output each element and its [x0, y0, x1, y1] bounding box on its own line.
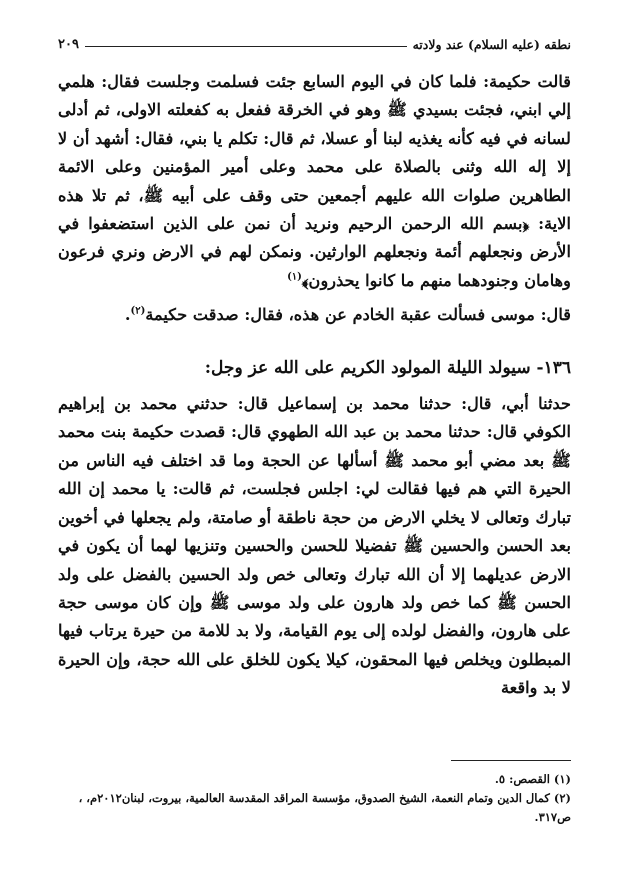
- footnote-ref-2: (٢): [130, 305, 146, 317]
- footnotes: [58, 770, 571, 827]
- paragraph-1-text: قالت حكيمة: فلما كان في اليوم السابع جئت فسلمت وجلست فقال: هلمي إلي ابني، فجئت بسيدي ﷺ وهو في الخرقة ففعل به كفعلته الاولى، ثم أدلى لسانه في فيه كأنه يغذيه لبنا أو عسلا، ثم قال: تكلم يا بني، فقال: أشهد أن لا إلا إله الله وثنى بالصلاة على محمد وعلى أمير المؤمنين وعلى الائمة الطاهرين صلوات الله عليهم أجمعين حتى وقف على أبيه ﷺ، ثم تلا هذه الاية: ﴿بسم الله الرحمن الرحيم ونريد أن نمن على الذين استضعفوا في الأرض ونجعلهم أئمة ونجعلهم الوارثين. ونمكن لهم في الارض ونري فرعون وهامان وجنودهما منهم ما كانوا يحذرون﴾: [58, 72, 571, 290]
- footnote-2: (٢) كمال الدين وتمام النعمة، الشيخ الصدوق، مؤسسة المراقد المقدسة العالمية، بيروت، لبنان٢٠١٢م، ، ص٣١٧.: [78, 791, 571, 824]
- section-heading: ١٣٦- سيولد الليلة المولود الكريم على الله عز وجل:: [204, 357, 571, 378]
- footnote-rule: [451, 760, 571, 761]
- body-text: [58, 68, 571, 703]
- footnote-1: (١) القصص: ٥.: [494, 772, 571, 786]
- paragraph-2: قال: موسى فسألت عقبة الخادم عن هذه، فقال: صدقت حكيمة$^{(٢)}$.: [124, 305, 571, 325]
- paragraph-3: حدثنا أبي، قال: حدثنا محمد بن إسماعيل قال: حدثني محمد بن إبراهيم الكوفي قال: حدثنا محمد بن عبد الله الطهوي قال: قصدت حكيمة بنت محمد ﷺ بعد مضي أبو محمد ﷺ أسألها عن الحجة وما قد اختلف فيه الناس من الحيرة التي هم فيها فقالت لي: اجلس فجلست، ثم قالت: يا محمد إن الله تبارك وتعالى لا يخلي الارض من حجة ناطقة أو صامتة، ولم يجعلها في أخوين بعد الحسن والحسين ﷺ تفضيلا للحسن والحسين وتنزيها لهما أن يكون في الارض عديلهما إلا أن الله تبارك وتعالى خص ولد الحسين بالفضل على ولد الحسن ﷺ كما خص ولد هارون على ولد موسى ﷺ وإن كان موسى حجة على هارون، والفضل لولده إلى يوم القيامة، ولا بد للامة من حيرة يرتاب فيها المبطلون ويخلص فيها المحقون، كيلا يكون للخلق على الله حجة، وإن الحيرة لا بد واقعة: [58, 394, 571, 698]
- page-header: [58, 32, 571, 52]
- running-title: نطقه (عليه السلام) عند ولادته: [412, 37, 571, 52]
- paragraph-1: [58, 68, 571, 295]
- footnote-ref-1: (١): [287, 271, 302, 283]
- header-rule: [85, 46, 407, 47]
- paragraph-2-text: قال: موسى فسألت عقبة الخادم عن هذه، فقال: صدقت حكيمة: [145, 305, 571, 325]
- page-number: ٢٠٩: [58, 37, 79, 52]
